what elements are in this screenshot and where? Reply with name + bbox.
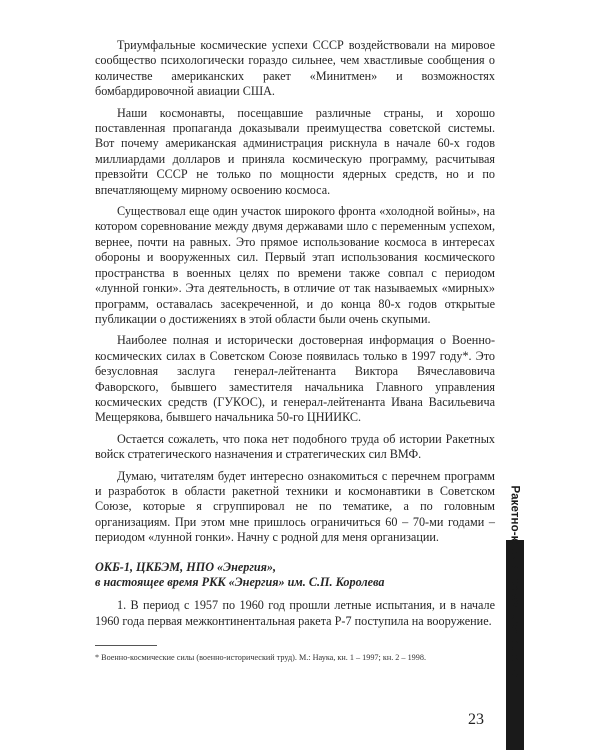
section-heading-line2: в настоящее время РКК «Энергия» им. С.П. Королева [95, 575, 385, 589]
main-text [95, 38, 495, 663]
paragraph: Триумфальные космические успехи СССР воздействовали на мировое сообщество психологически гораздо сильнее, чем хвастливые сообщения о количестве американских ракет «Минитмен» и возможностях бомбардировочной авиации США. [95, 38, 495, 99]
paragraph: Наши космонавты, посещавшие различные страны, и хорошо поставленная пропаганда доказывали преимущества советской системы. Вот почему американская администрация рискнула в начале 60-х годов миллиардами долларов и приняла космическую программу, расчитывая превзойти СССР не только по мощности ядерных средств, но и по впечатляющему мирному освоению космоса. [95, 105, 495, 197]
section-heading [95, 560, 495, 591]
side-tab-label: Ракетно-космическая хронология [509, 484, 522, 681]
paragraph: Думаю, читателям будет интересно ознакомиться с перечнем программ и разработок в области ракетной техники и космонавтики в Советском Союзе, которые я сгруппировал не по тематике, а по головным организациям. При этом мне пришлось ограничиться 60 – 70-ми годами – периодом «лунной гонки». Начну с родной для меня организации. [95, 468, 495, 545]
paragraph: Существовал еще один участок широкого фронта «холодной войны», на котором соревнование между двумя державами шло с переменным успехом, вернее, почти на равных. Это прямое использование космоса в интересах обороны и вооруженных сил. Первый этап использования космического пространства в военных целях по времени также совпал с периодом «лунной гонки». Эта деятельность, в отличие от так называемых «мирных» программ, оставалась засекреченной, и до конца 80-х годов открытые публикации о достижениях в этой области были очень скупыми. [95, 204, 495, 326]
section-heading-line1: ОКБ-1, ЦКБЭМ, НПО «Энергия», [95, 559, 277, 574]
list-item: 1. В период с 1957 по 1960 год прошли летные испытания, и в начале 1960 года первая межконтинентальная ракета Р-7 поступила на вооружение. [95, 598, 495, 628]
side-tab [506, 480, 524, 685]
footnote: * Военно-космические силы (военно-исторический труд). М.: Наука, кн. 1 – 1997; кн. 2 – 1998. [95, 653, 426, 663]
paragraph: Наиболее полная и исторически достоверная информация о Военно-космических силах в Советском Союзе появилась только в 1997 году*. Это безусловная заслуга генерал-лейтенанта Виктора Вячеславовича Фаворского, бывшего заместителя начальника Главного управления космических средств (ГУКОС), и генерал-лейтенанта Ивана Васильевича Мещерякова, бывшего начальника 50-го ЦНИИКС. [95, 333, 495, 425]
paragraph: Остается сожалеть, что пока нет подобного труда об истории Ракетных войск стратегического назначения и стратегических сил ВМФ. [95, 431, 495, 462]
page-number: 23 [468, 711, 484, 728]
footnote-divider [95, 645, 157, 646]
